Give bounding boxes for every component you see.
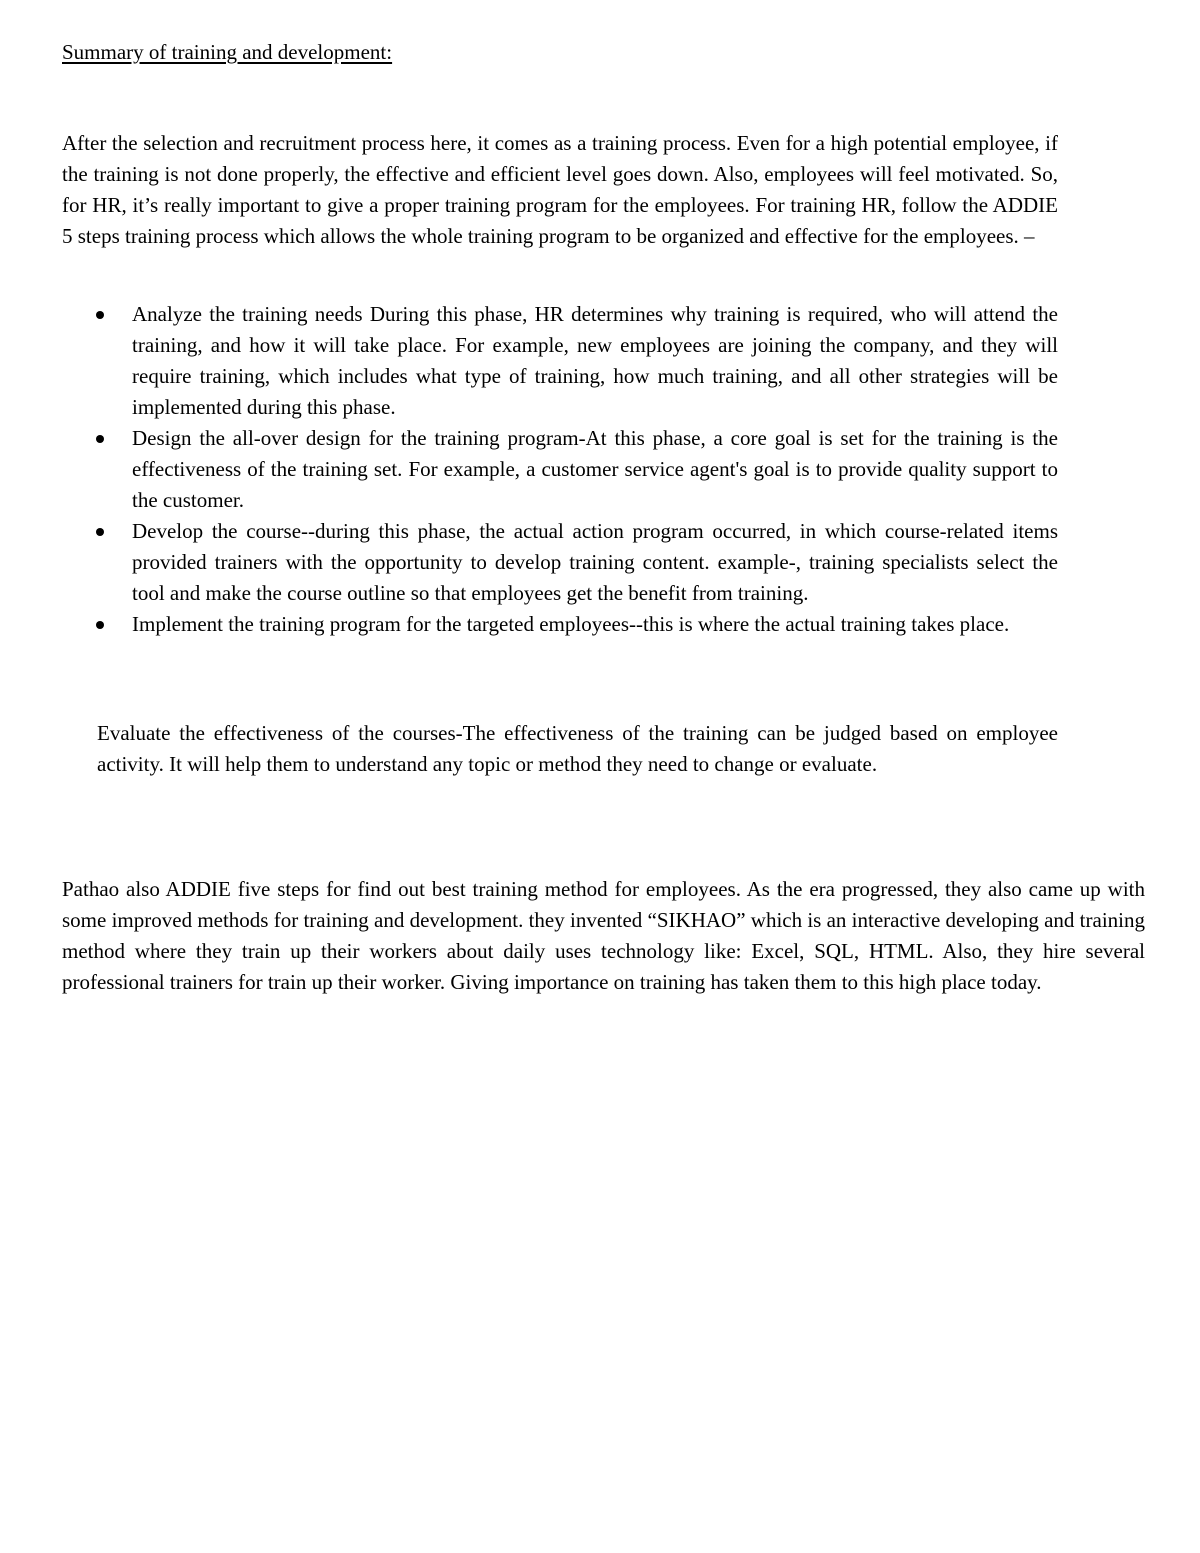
addie-steps-list — [96, 299, 1058, 640]
step-text: Implement the training program for the targeted employees--this is where the actual training takes place. — [132, 612, 1010, 636]
bullet-icon — [96, 621, 104, 629]
closing-paragraph: Pathao also ADDIE five steps for find out best training method for employees. As the era progressed, they also came up with some improved methods for training and development. they invented “SIKHAO” which is an interactive developing and training method where they train up their workers about daily uses technology like: Excel, SQL, HTML. Also, they hire several professional trainers for train up their worker. Giving importance on training has taken them to this high place today. — [62, 877, 1145, 994]
step-text: Analyze the training needs During this phase, HR determines why training is required, who will attend the training, and how it will take place. For example, new employees are joining the company, and they will require training, which includes what type of training, how much training, and all other strategies will be implemented during this phase. — [132, 302, 1058, 419]
list-item — [96, 299, 1058, 423]
step-text: Develop the course--during this phase, the actual action program occurred, in which course-related items provided trainers with the opportunity to develop training content. example-, training specialists select the tool and make the course outline so that employees get the benefit from training. — [132, 519, 1058, 605]
evaluate-paragraph: Evaluate the effectiveness of the courses-The effectiveness of the training can be judged based on employee activity. It will help them to understand any topic or method they need to change or evaluate. — [97, 721, 1058, 776]
list-item — [96, 423, 1058, 516]
document-title: Summary of training and development: — [62, 40, 393, 64]
bullet-icon — [96, 435, 104, 443]
bullet-icon — [96, 311, 104, 319]
bullet-icon — [96, 528, 104, 536]
list-item — [96, 516, 1058, 609]
step-text: Design the all-over design for the training program-At this phase, a core goal is set for the training is the effectiveness of the training set. For example, a customer service agent's goal is to provide quality support to the customer. — [132, 426, 1058, 512]
list-item — [96, 609, 1058, 640]
intro-paragraph: After the selection and recruitment process here, it comes as a training process. Even for a high potential employee, if the training is not done properly, the effective and efficient level goes down. Also, employees will feel motivated. So, for HR, it’s really important to give a proper training program for the employees. For training HR, follow the ADDIE 5 steps training process which allows the whole training program to be organized and effective for the employees. – — [62, 131, 1058, 248]
